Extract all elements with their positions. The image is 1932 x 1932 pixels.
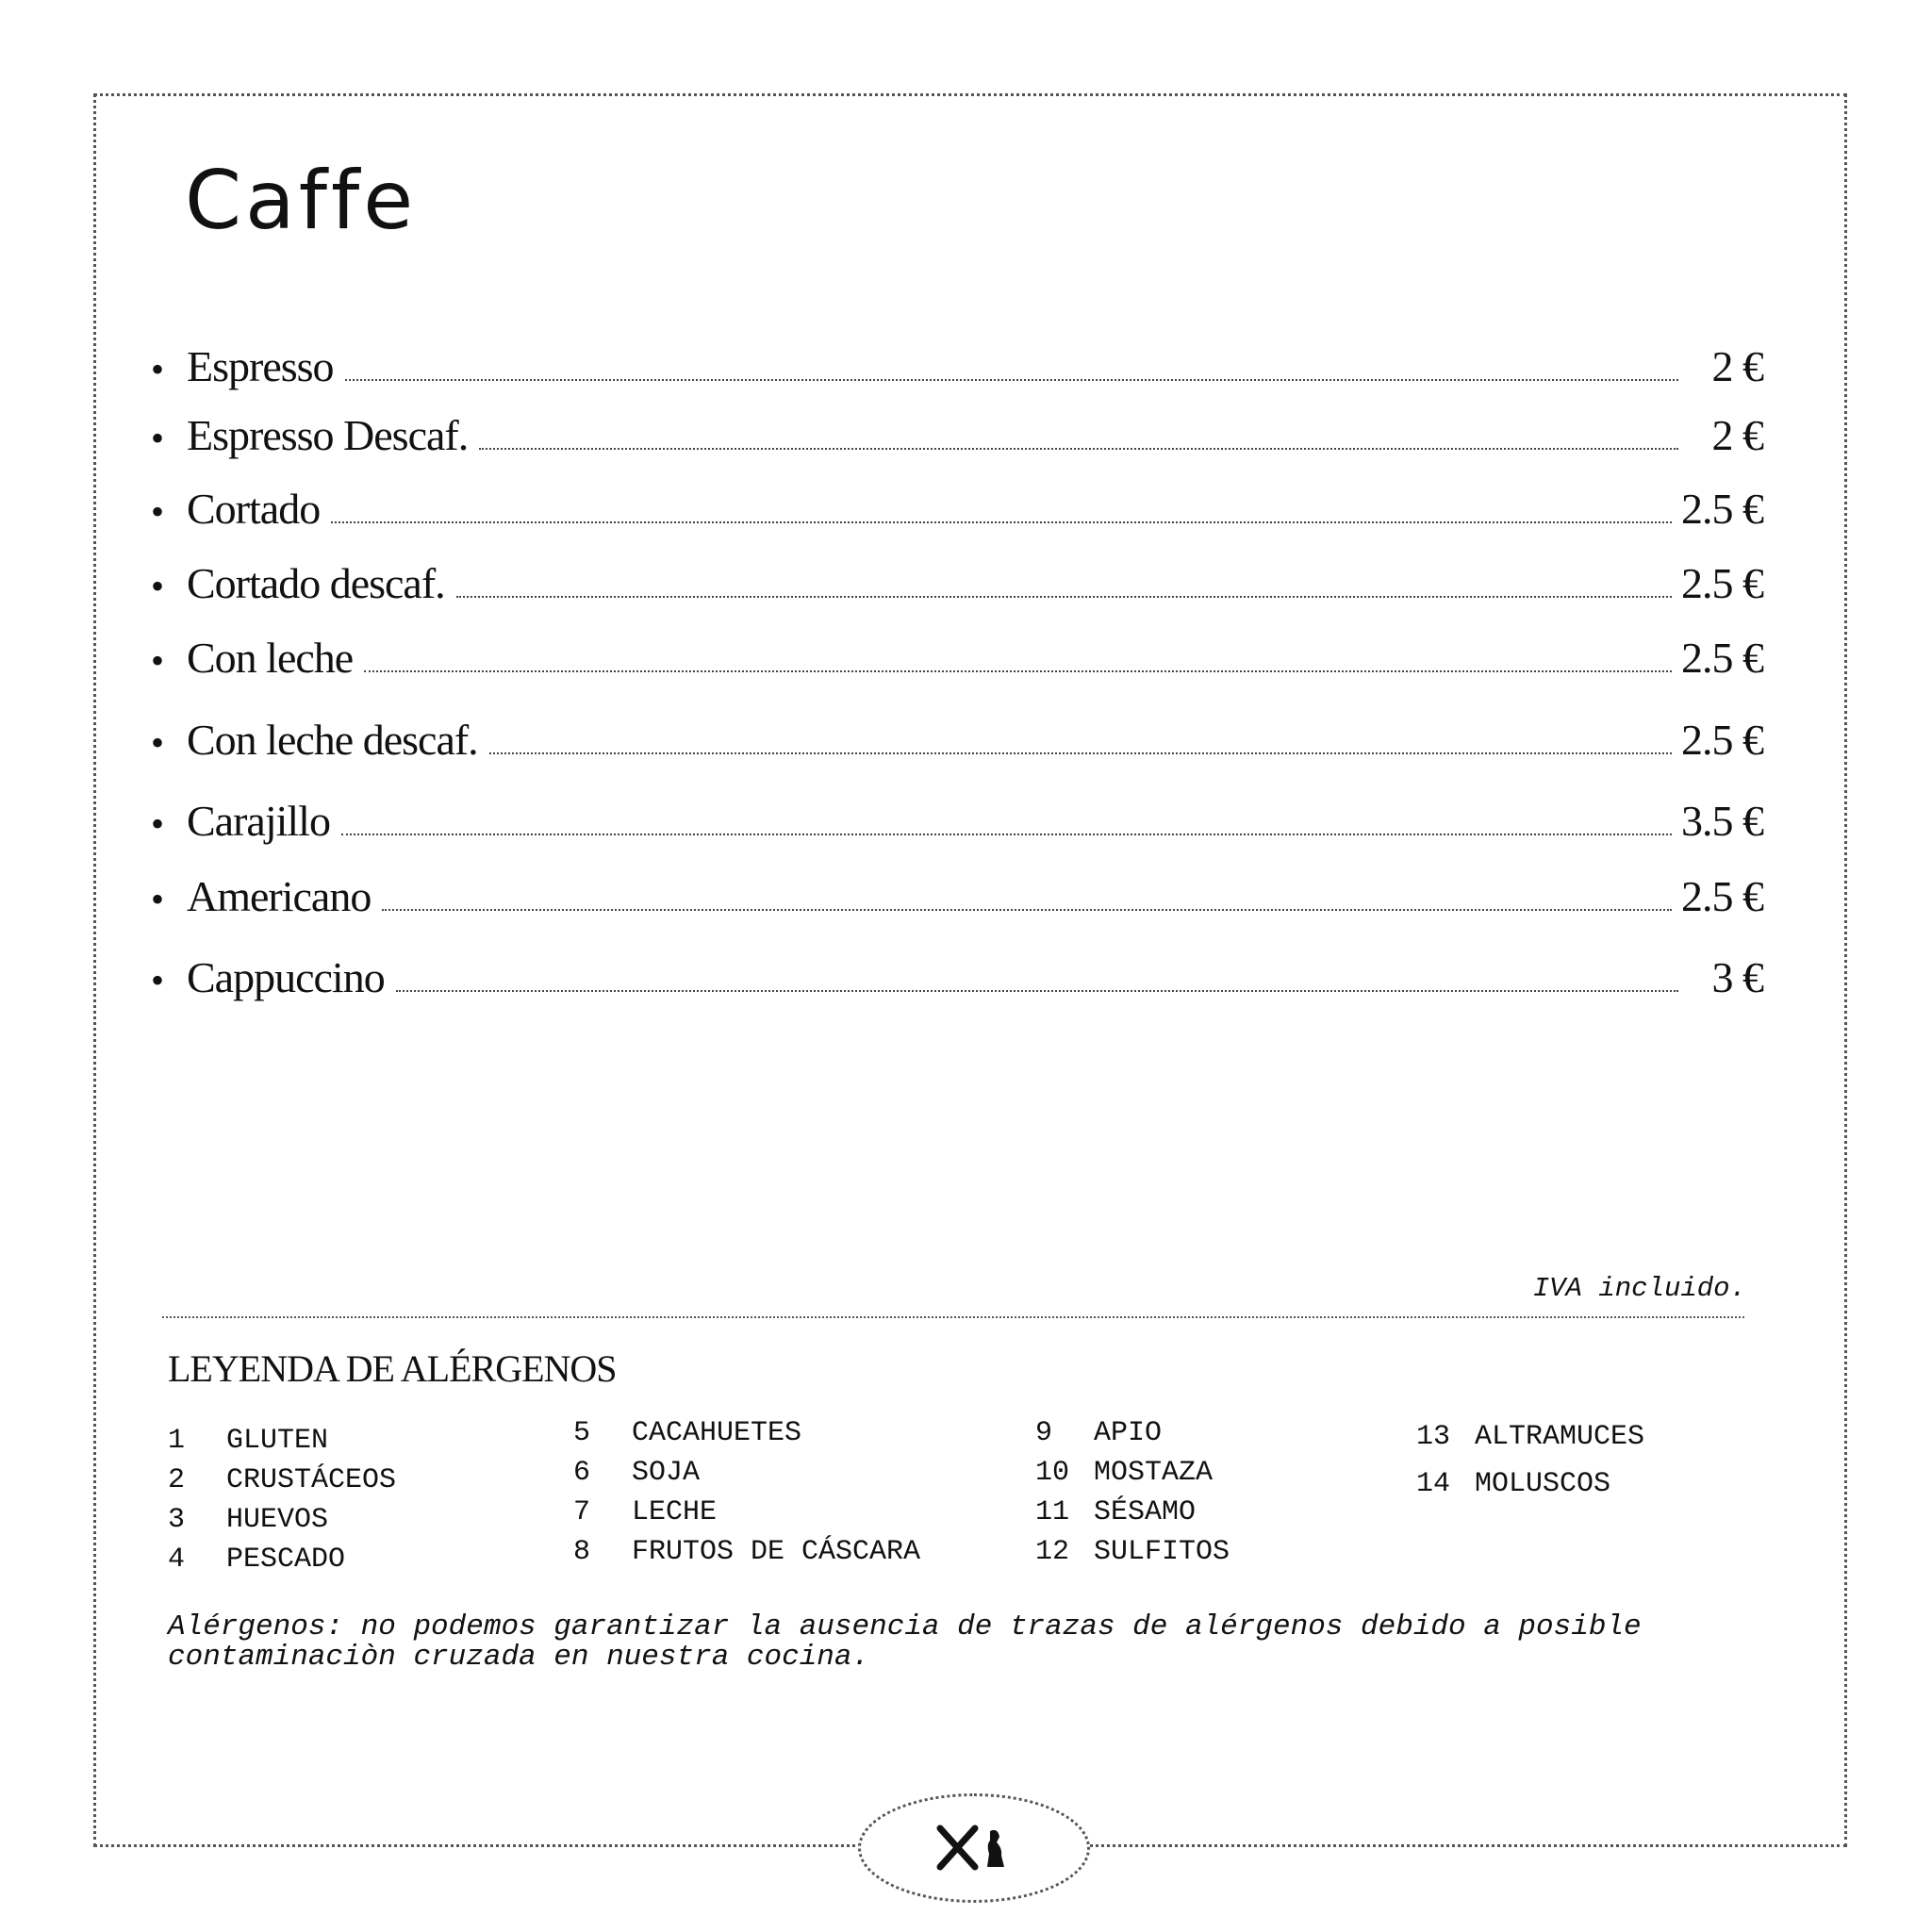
allergen-entry: 9 APIO <box>1035 1417 1163 1449</box>
logo-seal <box>858 1793 1090 1903</box>
allergen-column <box>1035 1413 1230 1572</box>
item-price: 2.5 € <box>1681 634 1763 682</box>
allergen-entry: 6 SOJA <box>573 1457 701 1489</box>
bullet-icon: • <box>151 417 164 459</box>
menu-item <box>151 705 1763 762</box>
menu-item <box>151 862 1763 918</box>
menu-item <box>151 943 1763 999</box>
item-price: 2.5 € <box>1681 485 1763 533</box>
allergen-entry: 1 GLUTEN <box>168 1425 329 1457</box>
dot-leader <box>341 833 1672 835</box>
dot-leader <box>396 989 1678 992</box>
dot-leader <box>456 595 1672 598</box>
item-name: Carajillo <box>187 797 330 845</box>
allergen-entry: 14 MOLUSCOS <box>1416 1468 1611 1500</box>
menu-item <box>151 401 1763 457</box>
allergen-entry: 7 LECHE <box>573 1496 718 1528</box>
item-price: 2.5 € <box>1681 716 1763 764</box>
item-price: 3 € <box>1711 953 1763 1001</box>
dot-leader <box>345 378 1678 381</box>
bullet-icon: • <box>151 490 164 533</box>
dot-leader <box>364 669 1672 672</box>
item-price: 2 € <box>1711 342 1763 390</box>
menu-item <box>151 332 1763 388</box>
dot-leader <box>382 908 1672 911</box>
item-price: 2.5 € <box>1681 559 1763 607</box>
item-name: Americano <box>187 872 372 920</box>
allergen-column <box>573 1413 920 1572</box>
allergen-entry: 12 SULFITOS <box>1035 1536 1230 1568</box>
allergen-disclaimer: Alérgenos: no podemos garantizar la ausencia de trazas de alérgenos debido a posible contaminaciòn cruzada en nuestra cocina. <box>168 1610 1642 1674</box>
bullet-icon: • <box>151 565 164 607</box>
item-price: 2 € <box>1711 411 1763 459</box>
menu-item <box>151 786 1763 843</box>
iva-note: IVA incluido. <box>1532 1273 1746 1304</box>
allergen-entry: 3 HUEVOS <box>168 1504 329 1536</box>
item-name: Con leche descaf. <box>187 716 478 764</box>
dot-leader <box>479 447 1678 450</box>
item-name: Cappuccino <box>187 953 385 1001</box>
bullet-icon: • <box>151 348 164 390</box>
item-price: 2.5 € <box>1681 872 1763 920</box>
bullet-icon: • <box>151 802 164 845</box>
bullet-icon: • <box>151 721 164 764</box>
allergen-entry: 10 MOSTAZA <box>1035 1457 1214 1489</box>
restaurant-logo-icon <box>858 1793 1090 1903</box>
dot-leader <box>331 520 1672 523</box>
divider <box>162 1316 1744 1318</box>
allergen-column <box>168 1421 396 1579</box>
allergen-entry: 4 PESCADO <box>168 1544 346 1576</box>
item-name: Espresso <box>187 342 334 390</box>
allergen-entry: 11 SÉSAMO <box>1035 1496 1197 1528</box>
menu-item <box>151 623 1763 680</box>
allergen-column <box>1416 1413 1644 1508</box>
bullet-icon: • <box>151 959 164 1001</box>
menu-item <box>151 549 1763 605</box>
allergen-entry: 5 CACAHUETES <box>573 1417 802 1449</box>
legend-title: LEYENDA DE ALÉRGENOS <box>168 1347 617 1390</box>
item-name: Espresso Descaf. <box>187 411 469 459</box>
dot-leader <box>489 751 1672 754</box>
allergen-entry: 13 ALTRAMUCES <box>1416 1421 1645 1453</box>
item-price: 3.5 € <box>1681 797 1763 845</box>
item-name: Con leche <box>187 634 354 682</box>
allergen-entry: 2 CRUSTÁCEOS <box>168 1464 397 1496</box>
menu-item <box>151 474 1763 531</box>
page-title: Caffe <box>185 154 418 248</box>
item-name: Cortado <box>187 485 321 533</box>
item-name: Cortado descaf. <box>187 559 445 607</box>
allergen-entry: 8 FRUTOS DE CÁSCARA <box>573 1536 921 1568</box>
bullet-icon: • <box>151 878 164 920</box>
bullet-icon: • <box>151 639 164 682</box>
